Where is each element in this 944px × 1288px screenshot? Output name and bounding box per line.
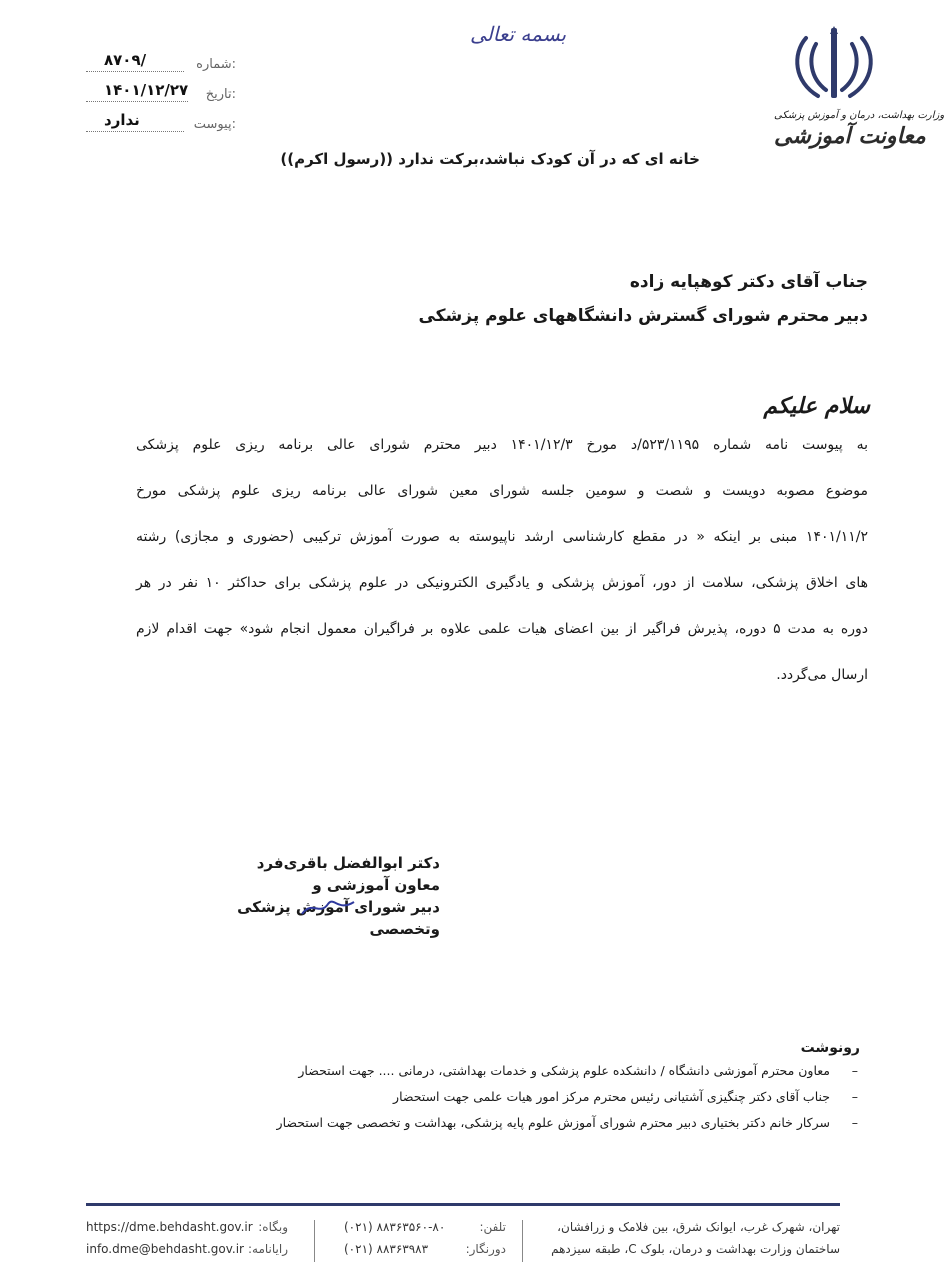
ministry-logo [774, 24, 944, 149]
letter-attachment-label: پیوست: [193, 117, 236, 132]
fax-value: (۰۲۱) ۸۸۳۶۳۹۸۳ [344, 1242, 429, 1256]
address-line-2: ساختمان وزارت بهداشت و درمان، بلوک C، طبقه سیزدهم [551, 1242, 840, 1256]
cc-bullet: – [851, 1063, 858, 1078]
cc-item [210, 1084, 858, 1110]
email-row [86, 1238, 288, 1260]
signatory-title-2: دبیر شورای آموزش پزشکی وتخصصی [237, 898, 440, 938]
hadith-quote: خانه ای که در آن کودک نباشد،برکت ندارد ((رسول اکرم)) [280, 150, 700, 168]
website-link[interactable]: https://dme.behdasht.gov.ir [86, 1220, 253, 1234]
ministry-name: وزارت بهداشت، درمان و آموزش پزشکی [774, 110, 944, 121]
phone-label: تلفن: [479, 1220, 506, 1234]
footer-phones [344, 1216, 506, 1260]
letter-date-label: تاریخ: [205, 87, 236, 102]
email-label: رایانامه: [247, 1242, 288, 1256]
letter-number-label: شماره: [196, 57, 236, 72]
cc-bullet: – [851, 1115, 858, 1130]
body-line: ۱۴۰۱/۱۱/۲ مبنی بر اینکه « در مقطع کارشناسی ارشد ناپیوسته به صورت آموزش ترکیبی (حضوری و مجازی) رشته [136, 529, 868, 545]
cc-item-text: جناب آقای دکتر چنگیزی آشتیانی رئیس محترم مرکز امور هیات علمی جهت استحضار [393, 1089, 830, 1104]
footer-separator [314, 1220, 315, 1262]
fax-row [344, 1238, 506, 1260]
footer-separator [522, 1220, 523, 1262]
cc-item-text: سرکار خانم دکتر بختیاری دبیر محترم شورای آموزش علوم پایه پزشکی، بهداشت و تخصصی جهت استحضار [276, 1115, 830, 1130]
basmala: بسمه تعالی [470, 22, 567, 46]
letter-attachment-row [86, 102, 236, 132]
body-line: به پیوست نامه شماره ۵۲۳/۱۱۹۵/د مورخ ۱۴۰۱/۱۲/۳ دبیر محترم شورای عالی برنامه ریزی علوم پزشکی [136, 437, 869, 453]
handwritten-signature-mark [298, 896, 358, 918]
recipient-title: دبیر محترم شورای گسترش دانشگاههای علوم پزشکی [418, 306, 868, 326]
cc-item-text: معاون محترم آموزشی دانشگاه / دانشکده علوم پزشکی و خدمات بهداشتی، درمانی .... جهت استحضار [298, 1063, 830, 1078]
letter-date-row [86, 72, 236, 102]
iran-emblem-icon [786, 24, 882, 104]
signatory-title-1: معاون آموزشی و [312, 876, 440, 894]
footer-address [540, 1216, 840, 1260]
fax-label: دورنگار: [465, 1242, 506, 1256]
letter-number-value: ۸۷۰۹/ [86, 51, 184, 72]
body-line: ارسال می‌گردد. [776, 667, 868, 683]
cc-item [210, 1058, 858, 1084]
website-label: وبگاه: [258, 1220, 288, 1234]
letter-number-row [86, 42, 236, 72]
signature-block [180, 852, 440, 940]
deputy-name: معاونت آموزشی [774, 123, 926, 149]
website-row [86, 1216, 288, 1238]
letter-metadata [86, 42, 236, 132]
letter-date-value: ۱۴۰۱/۱۲/۲۷ [86, 81, 188, 102]
phone-row [344, 1216, 506, 1238]
recipient-name: جناب آقای دکتر کوهپایه زاده [629, 272, 868, 292]
salutation: سلام علیکم [763, 393, 870, 419]
address-line-1: تهران، شهرک غرب، ایوانک شرق، بین فلامک و زرافشان، [557, 1220, 840, 1234]
letter-body [136, 422, 868, 698]
cc-list [210, 1058, 858, 1136]
body-line: دوره به مدت ۵ دوره، پذیرش فراگیر از بین اعضای هیات علمی علاوه بر فراگیران معمول انجام شود» جهت اقدام لازم [136, 621, 868, 637]
recipient-block [418, 265, 868, 333]
phone-value: (۰۲۱) ۸۸۳۶۳۵۶۰-۸۰ [344, 1220, 446, 1234]
footer-divider [86, 1203, 840, 1206]
cc-title: رونوشت [800, 1040, 860, 1056]
email-link[interactable]: info.dme@behdasht.gov.ir [86, 1242, 244, 1256]
body-line: موضوع مصوبه دویست و شصت و سومین جلسه شورای معین شورای عالی برنامه ریزی علوم پزشکی مورخ [136, 483, 868, 499]
signatory-name: دکتر ابوالفضل باقری‌فرد [256, 854, 440, 872]
body-line: های اخلاق پزشکی، سلامت از دور، آموزش پزشکی و یادگیری الکترونیکی در علوم پزشکی برای حداکثر ۱۰ نفر در هر [136, 575, 869, 591]
footer-web [86, 1216, 288, 1260]
letter-attachment-value: ندارد [86, 111, 184, 132]
cc-item [210, 1110, 858, 1136]
cc-bullet: – [851, 1089, 858, 1104]
